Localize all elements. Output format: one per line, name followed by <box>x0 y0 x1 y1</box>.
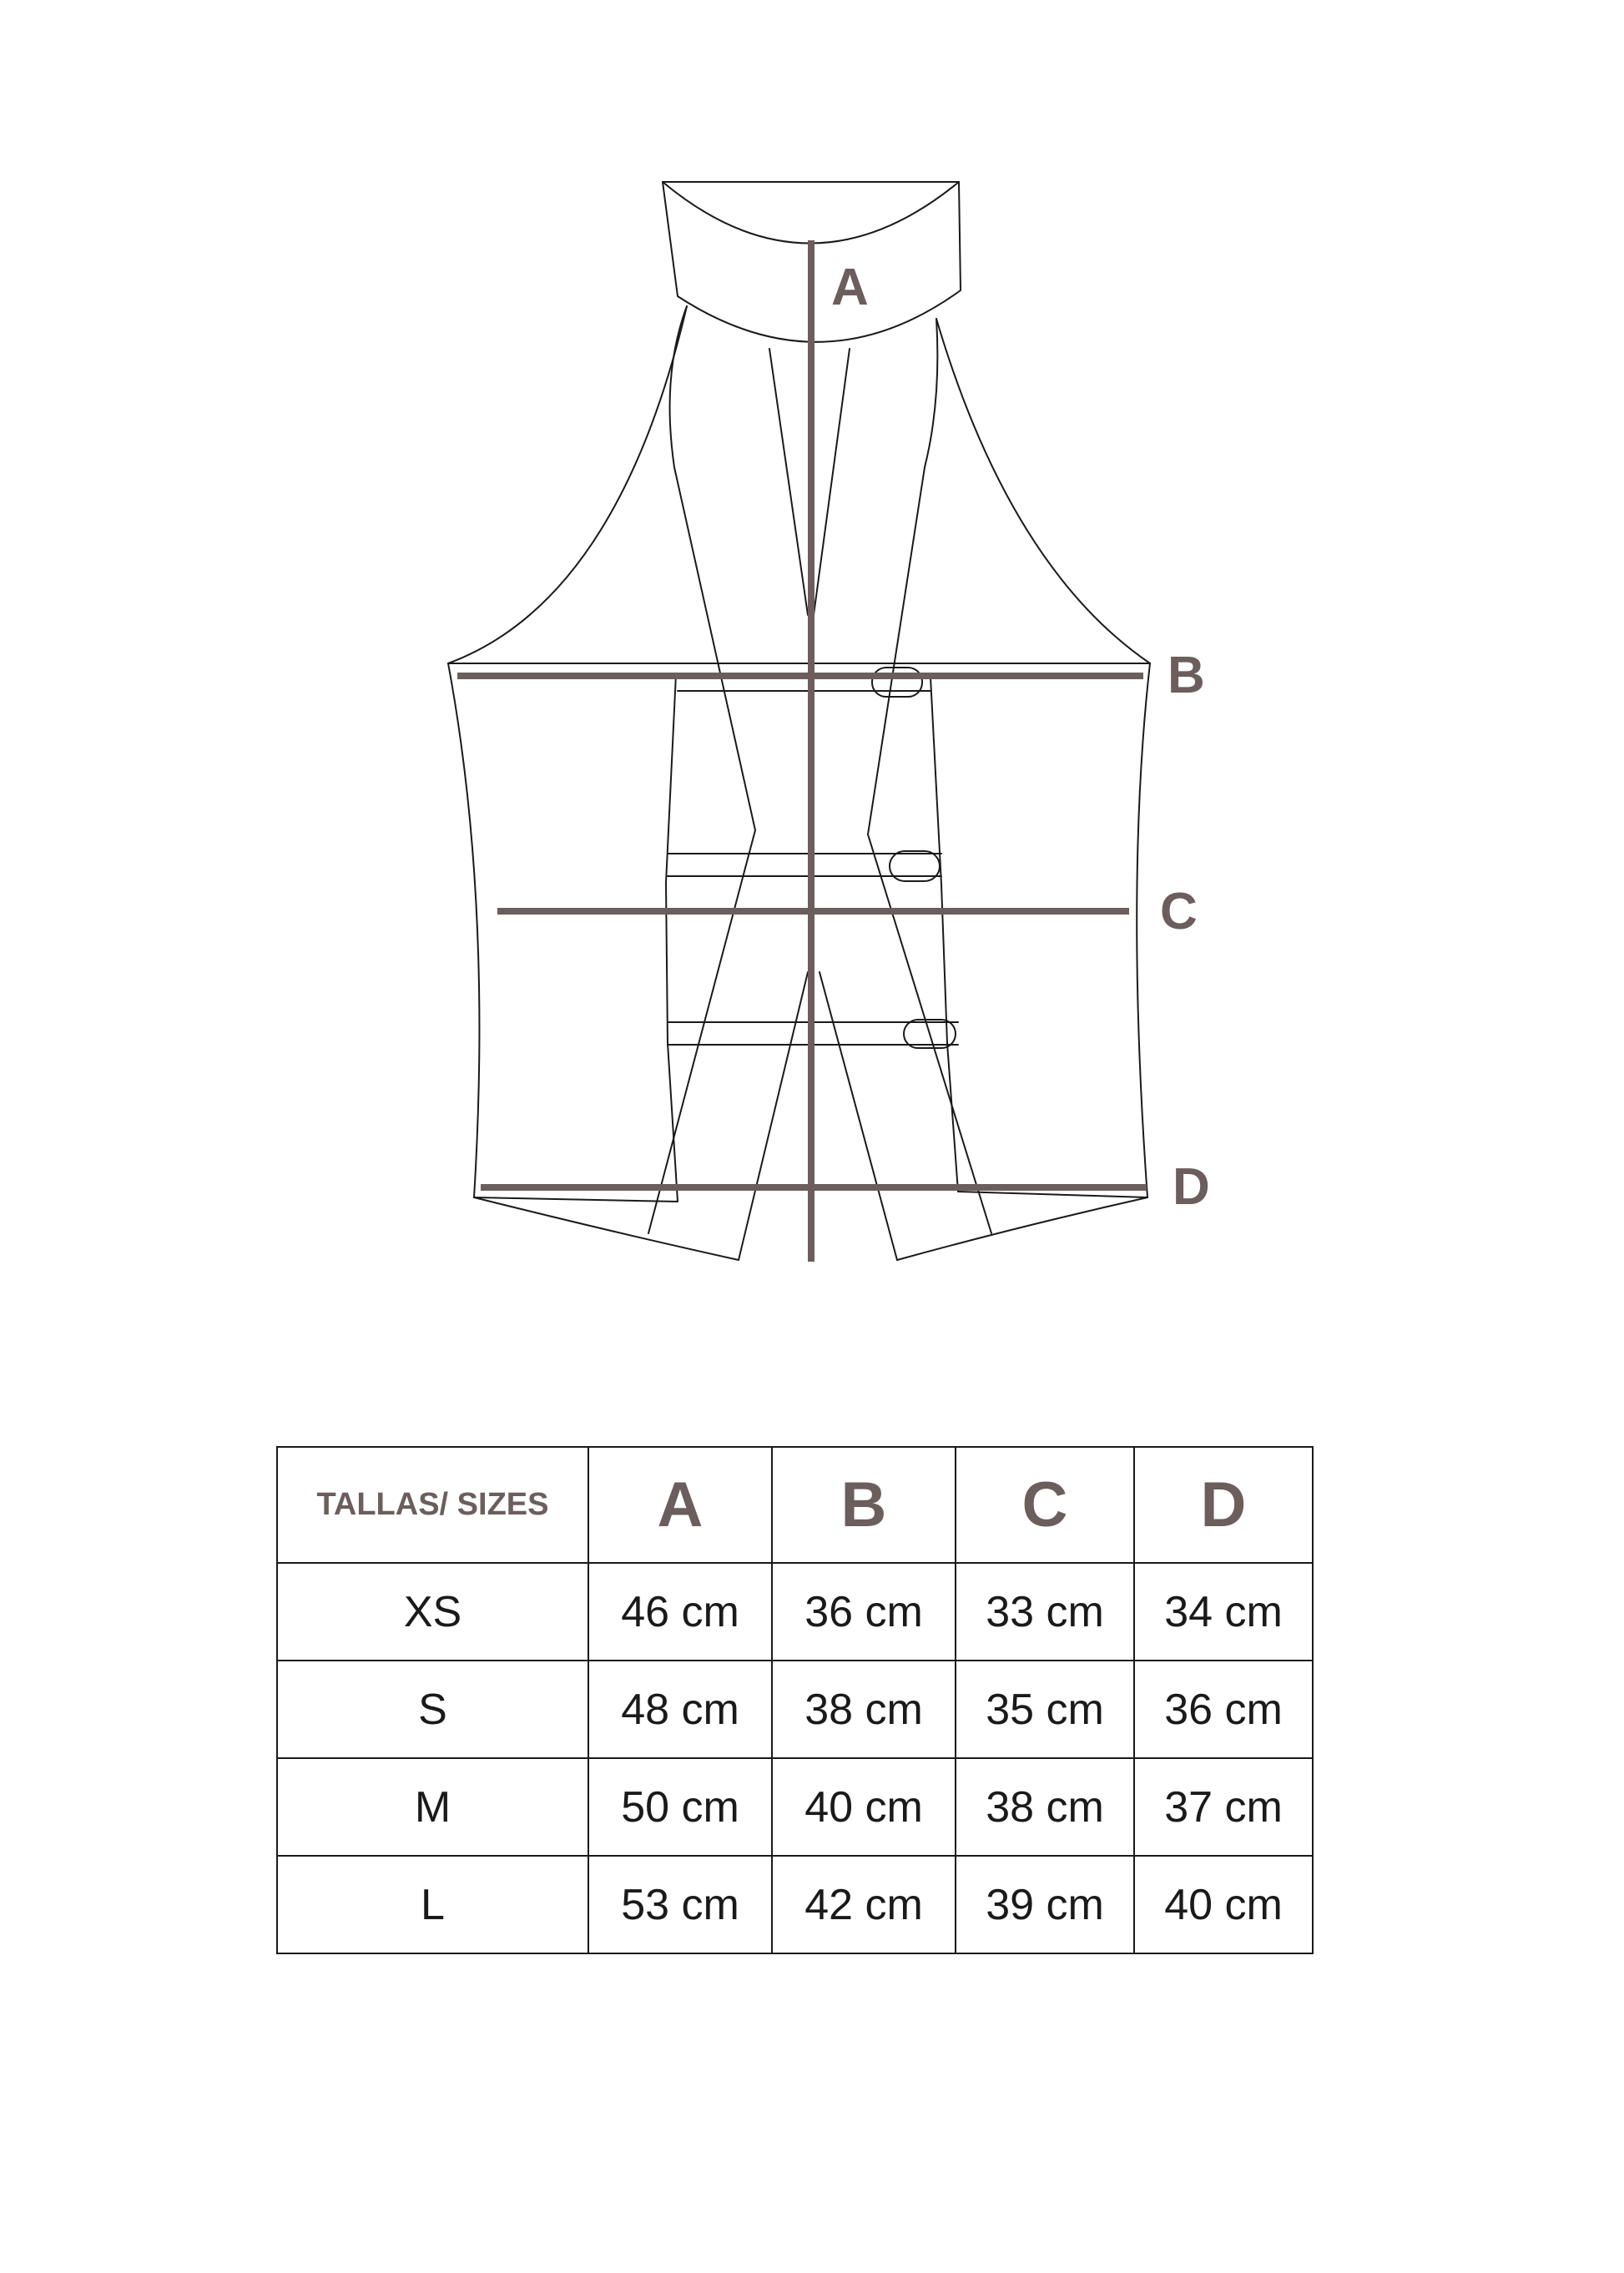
table-row <box>277 1563 1313 1661</box>
cell-a: 48 cm <box>588 1661 772 1758</box>
tab-top-button <box>872 668 922 697</box>
cell-a: 53 cm <box>588 1856 772 1953</box>
measurement-labels <box>831 259 1210 1216</box>
cell-c: 33 cm <box>956 1563 1134 1661</box>
right-lapel-inner <box>814 349 850 615</box>
right-lapel-outer <box>868 319 991 1233</box>
cell-size: S <box>277 1661 588 1758</box>
cell-a: 50 cm <box>588 1758 772 1856</box>
left-front-edge <box>739 972 808 1260</box>
cell-size: XS <box>277 1563 588 1661</box>
header-b: B <box>772 1447 956 1563</box>
measure-label-d: D <box>1173 1158 1210 1216</box>
left-underlay <box>474 674 678 1202</box>
table-row <box>277 1661 1313 1758</box>
cell-d: 37 cm <box>1134 1758 1313 1856</box>
left-lapel-outer <box>648 306 755 1233</box>
table-header-row <box>277 1447 1313 1563</box>
cell-d: 36 cm <box>1134 1661 1313 1758</box>
right-hem <box>897 1197 1147 1260</box>
cell-c: 35 cm <box>956 1661 1134 1758</box>
left-lapel-inner <box>769 349 808 615</box>
table-row <box>277 1856 1313 1953</box>
header-a: A <box>588 1447 772 1563</box>
left-armhole <box>448 306 687 663</box>
right-front-edge <box>820 972 897 1260</box>
cell-d: 40 cm <box>1134 1856 1313 1953</box>
measure-label-b: B <box>1168 647 1205 704</box>
cell-c: 39 cm <box>956 1856 1134 1953</box>
measure-label-c: C <box>1160 883 1198 940</box>
right-underlay <box>931 678 1147 1197</box>
right-side-seam <box>1137 663 1150 1197</box>
table-row <box>277 1758 1313 1856</box>
right-armhole <box>936 319 1150 663</box>
left-hem <box>474 1197 739 1260</box>
cell-b: 38 cm <box>772 1661 956 1758</box>
cell-b: 40 cm <box>772 1758 956 1856</box>
tab-middle <box>668 854 941 876</box>
header-size: TALLAS/ SIZES <box>277 1447 588 1563</box>
left-side-seam <box>448 663 479 1197</box>
header-c: C <box>956 1447 1134 1563</box>
measure-label-a: A <box>831 259 869 316</box>
size-table <box>276 1446 1314 1954</box>
header-d: D <box>1134 1447 1313 1563</box>
cell-a: 46 cm <box>588 1563 772 1661</box>
vest-outline <box>448 182 1150 1260</box>
cell-size: L <box>277 1856 588 1953</box>
measurement-lines <box>457 240 1147 1262</box>
cell-c: 38 cm <box>956 1758 1134 1856</box>
cell-b: 42 cm <box>772 1856 956 1953</box>
cell-size: M <box>277 1758 588 1856</box>
cell-b: 36 cm <box>772 1563 956 1661</box>
cell-d: 34 cm <box>1134 1563 1313 1661</box>
collar-neckline <box>663 182 959 244</box>
